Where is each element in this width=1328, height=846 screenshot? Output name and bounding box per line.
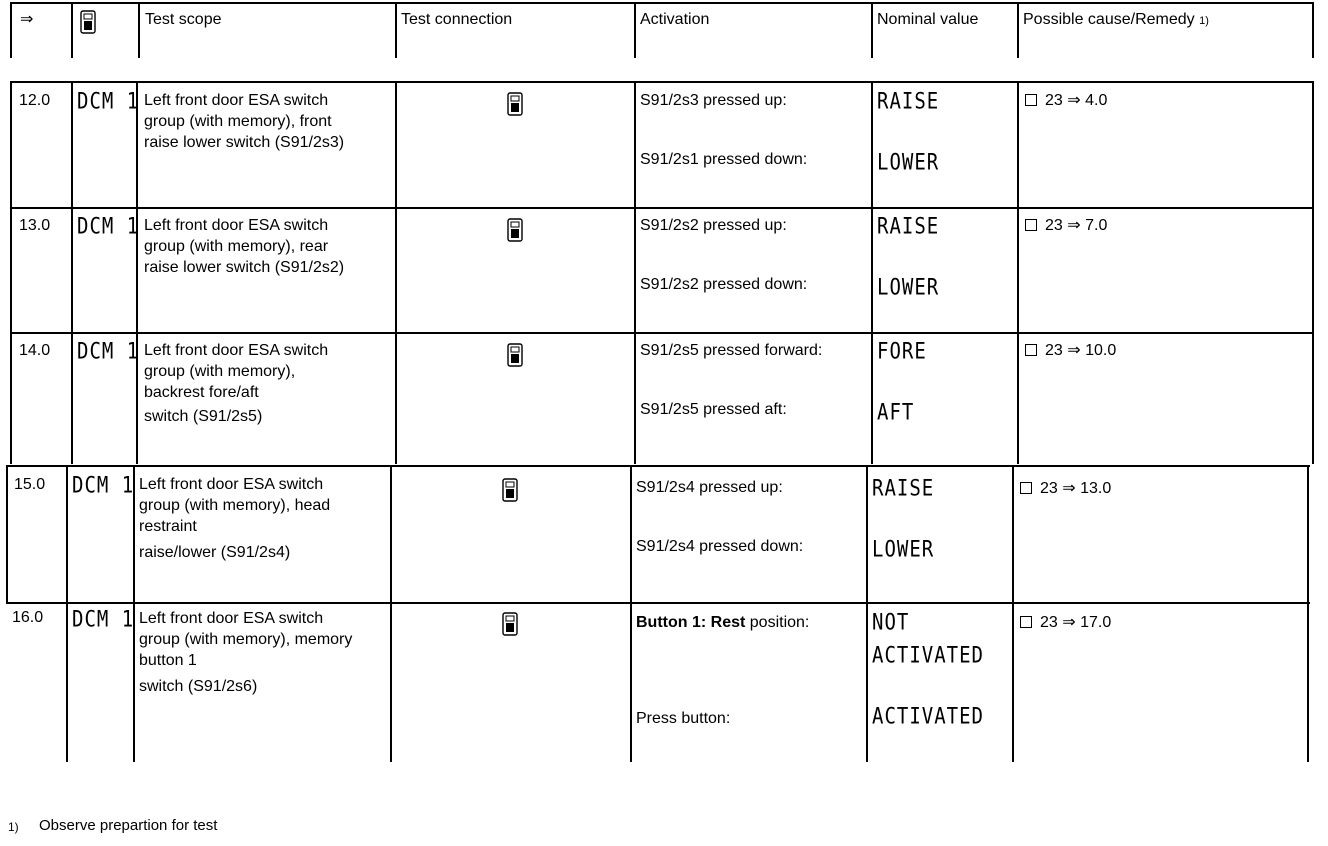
footnote-text: Observe prepartion for test xyxy=(39,817,218,834)
step-number: 14.0 xyxy=(19,342,51,359)
remedy-text: 23 ⇒ 10.0 xyxy=(1025,342,1116,360)
remedy-text: 23 ⇒ 7.0 xyxy=(1025,217,1107,235)
step-number: 15.0 xyxy=(14,476,46,493)
step-number: 12.0 xyxy=(19,92,51,109)
header-test-connection: Test connection xyxy=(401,11,513,28)
checkbox-square-icon xyxy=(1020,616,1032,628)
activation-text: S91/2s4 pressed up: xyxy=(636,479,783,496)
activation-text: S91/2s3 pressed up: xyxy=(640,92,787,109)
control-unit-label: DCM 1 xyxy=(77,214,140,240)
hand-held-tester-icon xyxy=(507,343,523,367)
control-unit-label: DCM 1 xyxy=(72,607,135,633)
remedy-text: 23 ⇒ 13.0 xyxy=(1020,480,1111,498)
nominal-value-display: ACTIVATED xyxy=(872,704,984,730)
header-test-scope: Test scope xyxy=(145,11,222,28)
checkbox-square-icon xyxy=(1025,344,1037,356)
nominal-value-display: AFT xyxy=(877,400,915,426)
hand-held-tester-icon xyxy=(507,92,523,116)
nominal-value-display: ACTIVATED xyxy=(872,643,984,669)
activation-text: S91/2s2 pressed down: xyxy=(640,276,808,293)
test-scope-text: Left front door ESA switch group (with memory), backrest fore/aft switch (S91/2s5) xyxy=(144,342,329,425)
control-unit-label: DCM 1 xyxy=(77,339,140,365)
header-arrow: ⇒ xyxy=(20,11,34,28)
activation-text: Button 1: Rest position: xyxy=(636,614,810,631)
hand-held-tester-icon xyxy=(507,218,523,242)
activation-text: S91/2s5 pressed aft: xyxy=(640,401,787,418)
checkbox-square-icon xyxy=(1020,482,1032,494)
activation-text: S91/2s1 pressed down: xyxy=(640,151,808,168)
activation-text: S91/2s5 pressed forward: xyxy=(640,342,823,359)
hand-held-tester-icon xyxy=(502,478,518,502)
step-number: 16.0 xyxy=(12,609,44,626)
activation-text: S91/2s2 pressed up: xyxy=(640,217,787,234)
nominal-value-display: NOT xyxy=(872,610,910,636)
control-unit-label: DCM 1 xyxy=(77,89,140,115)
header-activation: Activation xyxy=(640,11,710,28)
header-footnote-marker: 1) xyxy=(1199,15,1209,27)
header-possible-cause: Possible cause/Remedy 1) xyxy=(1023,11,1209,28)
activation-text: S91/2s4 pressed down: xyxy=(636,538,804,555)
nominal-value-display: RAISE xyxy=(877,214,940,240)
test-scope-text: Left front door ESA switch group (with memory), head restraint raise/lower (S91/2s4) xyxy=(139,476,331,561)
test-scope-text: Left front door ESA switch group (with memory), rear raise lower switch (S91/2s2) xyxy=(144,217,345,276)
step-number: 13.0 xyxy=(19,217,51,234)
nominal-value-display: LOWER xyxy=(877,275,940,301)
nominal-value-display: LOWER xyxy=(872,537,935,563)
activation-text: Press button: xyxy=(636,710,731,727)
checkbox-square-icon xyxy=(1025,94,1037,106)
remedy-text: 23 ⇒ 17.0 xyxy=(1020,614,1111,632)
control-unit-label: DCM 1 xyxy=(72,473,135,499)
nominal-value-display: LOWER xyxy=(877,150,940,176)
checkbox-square-icon xyxy=(1025,219,1037,231)
hand-held-tester-icon xyxy=(80,10,96,34)
footnote-marker: 1) xyxy=(8,820,19,834)
nominal-value-display: RAISE xyxy=(877,89,940,115)
test-scope-text: Left front door ESA switch group (with memory), front raise lower switch (S91/2s3) xyxy=(144,92,345,151)
header-nominal-value: Nominal value xyxy=(877,11,979,28)
nominal-value-display: RAISE xyxy=(872,476,935,502)
nominal-value-display: FORE xyxy=(877,339,927,365)
remedy-text: 23 ⇒ 4.0 xyxy=(1025,92,1107,110)
hand-held-tester-icon xyxy=(502,612,518,636)
test-scope-text: Left front door ESA switch group (with memory), memory button 1 switch (S91/2s6) xyxy=(139,610,353,695)
